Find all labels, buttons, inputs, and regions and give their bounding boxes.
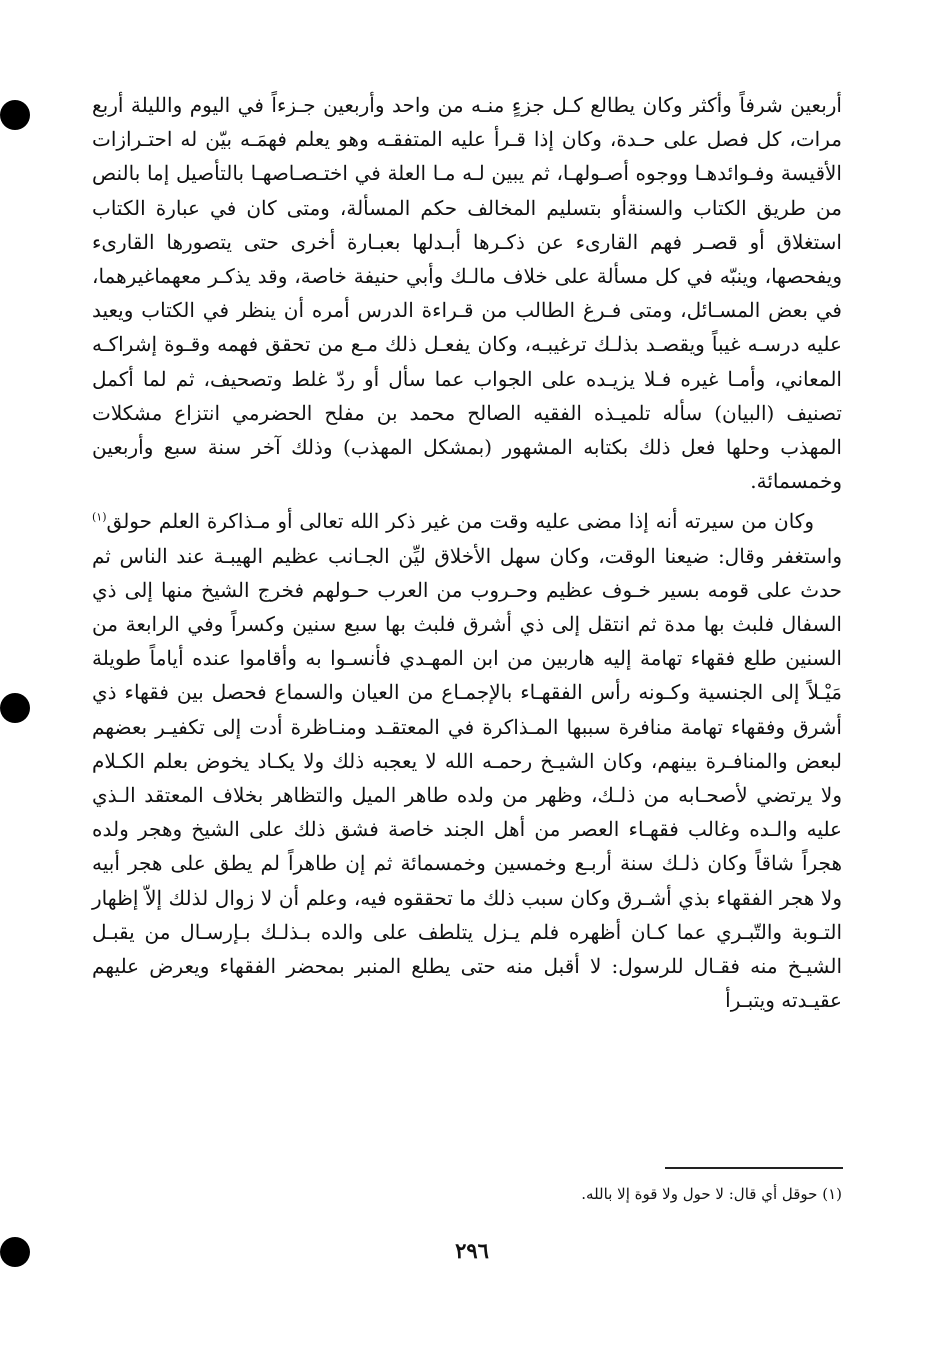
binder-hole: [0, 100, 30, 130]
footnote-reference: (١): [92, 510, 107, 524]
paragraph: أربعين شرفاً وأكثر وكان يطالع كـل جزءٍ منـه من واحد وأربعين جـزءاً في اليوم والليلة أربع مرات، كل فصل على حـدة، وكان إذا قـرأ عليه المتفقـه وهو يعلم فهمَـه بيّن له احتـرازات الأقيسة وفـوائدهـا ووجوه أصـولهـا، ثم يبين لـه مـا العلة في اختـصـاصهـا بالتأصيل إما بالنص من طريق الكتاب والسنةأو بتسليم المخالف حكم المسألة، ومتى كان في عبارة الكتاب استغلاق أو قصـر فهم القارىء عن ذكـرها أبـدلها بعبـارة أخرى حتى يتصورها القارىء ويفحصها، وينبّه في كل مسألة على خلاف مالـك وأبي حنيفة خاصة، وقد يذكـر معهماغيرهما، في بعض المسـائل، ومتى فـرغ الطالب من قـراءة الدرس أمره أن ينظر في الكتاب ويعيد عليه درسـه غيباً ويقصـد بذلـك ترغيبـه، وكان يفعـل ذلك مـع من تحقق فهمه وقـوة إشراكـه المعاني، وأمـا غيره فـلا يزيـده على الجواب عما سأل أو ردّ غلط وتصحيف، ثم لما أكمل تصنيف (البيان) سأله تلميـذه الفقيه الصالح محمد بن مفلح الحضرمي انتزاع مشكلات المهذب وحلها فعل ذلك بكتابه المشهور (بمشكل المهذب) وذلك آخر سنة سبع وأربعين وخمسمائة.: [92, 93, 842, 494]
paragraph-lead: وكان من سيرته أنه إذا مضى عليه وقت من غير ذكر الله تعالى أو مـذاكرة العلم حولق: [106, 509, 814, 534]
paragraph-body: واستغفر وقال: ضيعنا الوقت، وكان سهل الأخلاق ليِّن الجـانب عظيم الهيبـة عند الناس ثم حدث على قومه بسير خـوف عظيم وحـروب من العرب حـولهم فخرج الشيخ منها إلى ذي السفال فلبث بها مدة ثم انتقل إلى ذي أشرق فلبث بها سبع سنين وكسراً وفي الرابعة من السنين طلع فقهاء تهامة إليه هاربين من ابن المهـدي فأنسـوا به وأقاموا عنده أياماً طويلة مَيْـلاً إلى الجنسية وكـونه رأس الفقهـاء بالإجمـاع من العيان والسماع فحصل بين فقهاء ذي أشرق وفقهاء تهامة منافرة سببها المـذاكرة في المعتقـد ومنـاظرة أدت إلى تكفيـر بعضهم لبعض والمنافـرة بينهم، وكان الشيـخ رحمـه الله لا يعجبه ذلك ولا يكـاد يخوض بعلم الكـلام ولا يرتضي لأصحـابه من ذلـك، وظهر من ولده طاهر الميل والتظاهر بخلاف المعتقد الـذي عليه والـده وغالب فقهـاء العصر من أهل الجند خاصة فشق ذلك على الشيخ وهجر ولده هجراً شاقاً وكان ذلـك سنة أربـع وخمسين وخمسمائة ثم إن طاهراً لم يطق على هجر أبيه ولا هجر الفقهاء بذي أشـرق وكان سبب ذلك ما تحققوه فيه، وعلم أن لا زوال لذلك إلاّ إظهار التـوبة والتّبـري عما كـان أظهره فلم يـزل يتلطف على والده بـذلـك بـإرسـال من يقبـل الشيـخ منه فقـال للرسول: لا أقبل منه حتى يطلع المنبر بمحضر الفقهاء ويعرض عليهم عقيـدته ويتبـرأ: [92, 543, 842, 1013]
binder-hole: [0, 693, 30, 723]
page-number: ٢٩٦: [455, 1238, 489, 1263]
main-text: [92, 88, 842, 1017]
footnote-divider: [665, 1167, 843, 1169]
paragraph: [92, 504, 842, 1017]
footnote: (١) حوقل أي قال: لا حول ولا قوة إلا بالله.: [581, 1185, 842, 1203]
